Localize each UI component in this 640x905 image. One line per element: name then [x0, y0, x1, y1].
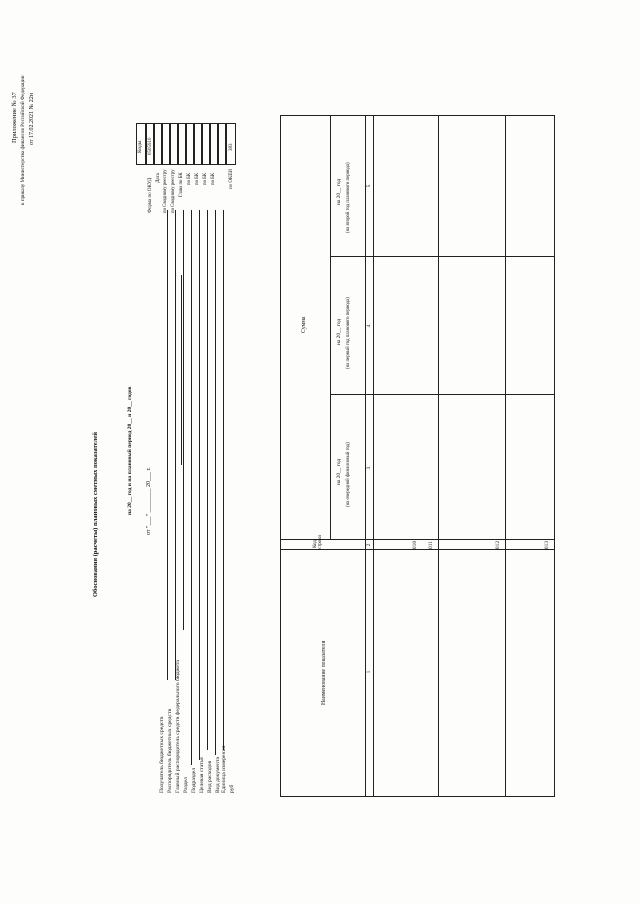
okei-label: по ОКЕИ — [229, 168, 234, 189]
code-distributor-label: по Сводному реестру — [171, 169, 176, 213]
field-recipient-label: Получатель бюджетных средств — [159, 716, 165, 793]
field-chief-distributor-label: Главный распорядитель средств федерального бюджета — [175, 660, 181, 793]
codes-box-title: Коды — [137, 140, 143, 153]
appendix-order-date: от 17.02.2021 № 22н — [29, 93, 35, 145]
date-label: Дата — [156, 173, 161, 183]
col-number-3: 3 — [366, 466, 372, 470]
page-title: Обоснования (расчеты) плановых сметных показателей — [92, 432, 99, 597]
col-header-name: Наименование показателя — [321, 640, 327, 705]
row-012-name — [441, 554, 503, 794]
year-1-sub: (на очередной финансовый год) — [346, 442, 351, 507]
row-011-name — [420, 554, 438, 794]
unit-label: Единица измерения — [221, 745, 227, 793]
code-target-label: по БК — [203, 172, 208, 185]
field-distributor-label: Распорядитель бюджетных средств — [167, 708, 173, 793]
field-subsection-label: Подраздел — [191, 767, 197, 793]
row-013-name — [508, 554, 552, 794]
form-okud-value: 0505910 — [148, 137, 153, 155]
col-header-sum: Сумма — [301, 316, 307, 333]
unit-value: руб — [229, 784, 235, 793]
row-013-code: 013 — [544, 540, 550, 550]
col-number-4: 4 — [366, 324, 372, 328]
code-expense-label: по БК — [211, 172, 216, 185]
col-header-code: Код строки — [313, 535, 323, 549]
field-section-label: Раздел — [183, 777, 189, 793]
field-expense-type-label: Вид расходов — [207, 760, 213, 793]
row-011-code: 011 — [428, 540, 434, 550]
field-document-type-label: Вид документа — [215, 757, 221, 793]
row-012-code: 012 — [495, 540, 501, 550]
appendix-number: Приложение № 37 — [11, 92, 18, 143]
col-number-1: 1 — [366, 670, 372, 674]
year-3-label: на 20__ год — [336, 178, 342, 205]
form-okud-label: Форма по ОКУД — [148, 177, 153, 213]
document-date: от "___" ________ 20___ г. — [146, 467, 152, 535]
field-target-article-label: Целевая статья — [199, 757, 205, 793]
row-010-name — [376, 554, 420, 794]
title-period: на 20__ год и на плановый период 20__ и 20__ годов — [127, 386, 133, 515]
code-subsection-label: по БК — [195, 172, 200, 185]
appendix-order-line: к приказу Министерства финансов Российской Федерации — [20, 75, 26, 205]
okei-value: 383 — [229, 143, 234, 151]
code-recipient-label: по Сводному реестру — [163, 169, 168, 213]
code-chief-label: Глава по БК — [179, 172, 184, 197]
col-number-2: 2 — [366, 543, 372, 547]
year-1-label: на 20__ год — [336, 458, 342, 485]
col-number-5: 5 — [366, 184, 372, 188]
year-2-label: на 20__ год — [336, 318, 342, 345]
year-2-sub: (на первый год планового периода) — [346, 297, 351, 369]
row-010-code: 010 — [412, 540, 418, 550]
year-3-sub: (на второй год планового периода) — [346, 162, 351, 233]
code-section-label: по БК — [187, 172, 192, 185]
